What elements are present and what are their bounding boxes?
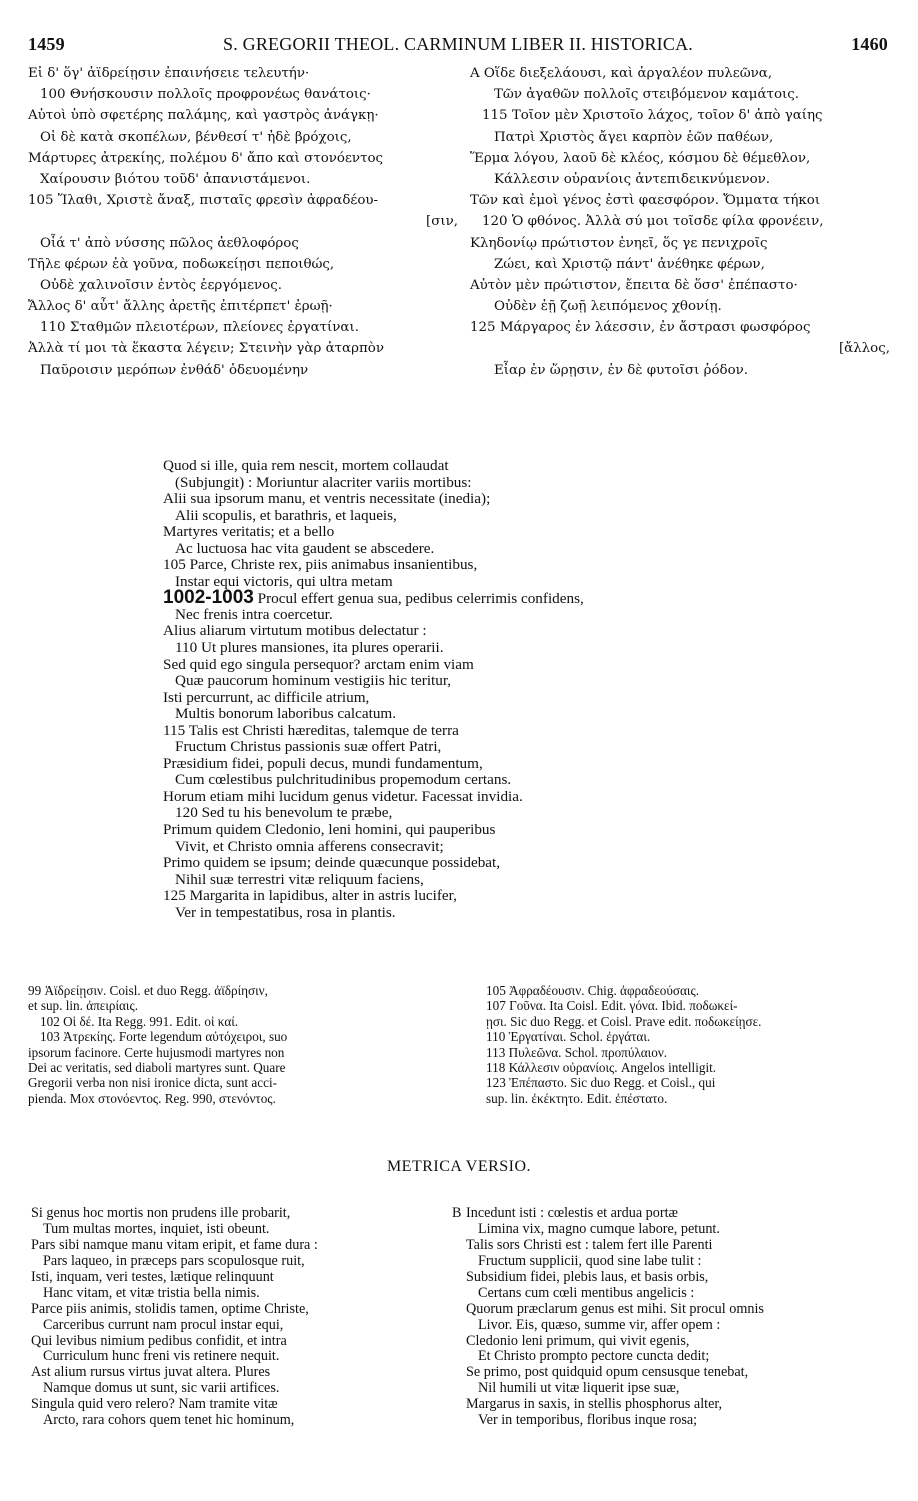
greek-line: Πατρὶ Χριστὸς ἄγει καρπὸν ἑῶν παθέων,	[494, 129, 774, 145]
footnote-line: 118 Κάλλεσιν οὐρανίοις. Angelos intelligit.	[486, 1059, 717, 1075]
latin-line: 120 Sed tu his benevolum te præbe,	[175, 804, 393, 822]
latin-line: Ac luctuosa hac vita gaudent se abscedere.	[175, 539, 435, 557]
greek-line: Ἀλλὰ τί μοι τὰ ἕκαστα λέγειν; Στεινὴν γὰρ ἀταρπὸν	[28, 341, 384, 357]
verse-line: Pars laqueo, in præceps pars scopulosque ruit,	[43, 1252, 305, 1269]
greek-line: Κληδονίῳ πρώτιστον ἐνηεῖ, ὅς γε πενιχροῖς	[470, 235, 768, 251]
latin-line-text: Procul effert genua sua, pedibus celerrimis confidens,	[257, 590, 584, 608]
footnote-line: 105 Ἀφραδέουσιν. Chig. ἀφραδεούσαις.	[486, 983, 700, 998]
latin-line: 105 Parce, Christe rex, piis animabus insanientibus,	[163, 556, 478, 574]
footnote-line: sup. lin. ἐκέκτητο. Edit. ἐπέστατο.	[486, 1090, 668, 1106]
greek-line: Παῦροισιν μερόπων ἐνθάδ' ὁδευομένην	[40, 362, 309, 378]
verse-line: Parce piis animis, stolidis tamen, optime Christe,	[31, 1300, 309, 1317]
greek-line: Μάρτυρες ἀτρεκίης, πολέμου δ' ἄπο καὶ στονόεντος	[28, 150, 384, 166]
verse-line-text: Limina vix, magno cumque labore, petunt.	[478, 1220, 720, 1237]
verse-line-text: Se primo, post quidquid opum censusque tenebat,	[466, 1364, 749, 1381]
latin-line: Nec frenis intra coercetur.	[175, 605, 333, 623]
verse-line: Hanc vitam, et vitæ tristia bella nimis.	[43, 1284, 260, 1301]
greek-line: Τῶν ἀγαθῶν πολλοῖς στειβόμενον καμάτοις.	[494, 87, 800, 103]
verse-line-text: Subsidium fidei, plebis laus, et basis orbis,	[466, 1268, 709, 1285]
verse-line: Isti, inquam, veri testes, lætique relinquunt	[31, 1268, 274, 1285]
verse-line	[452, 1397, 892, 1413]
verse-line	[452, 1286, 892, 1302]
greek-line: Οὐδὲ χαλινοῖσιν ἐντὸς ἐεργόμενος.	[40, 277, 282, 293]
greek-text-right-column	[470, 63, 890, 381]
latin-line: Ver in tempestatibus, rosa in plantis.	[175, 903, 396, 921]
footnote-line: pienda. Mox στονόεντος. Reg. 990, στενόντος.	[28, 1090, 276, 1106]
greek-line: Ἕρμα λόγου, λαοῦ δὲ κλέος, κόσμου δὲ θέμεθλον,	[470, 150, 811, 166]
latin-line: Alius aliarum virtutum motibus delectatur :	[163, 622, 427, 640]
greek-line: 100 Θνήσκουσιν πολλοῖς προφρονέως θανάτοις·	[40, 87, 371, 103]
verse-line-text: Cledonio leni primum, qui vivit egenis,	[466, 1332, 690, 1349]
verse-line-text: Quorum præclarum genus est mihi. Sit procul omnis	[466, 1300, 764, 1317]
verse-line-text: Margarus in saxis, in stellis phosphorus alter,	[466, 1396, 723, 1413]
latin-line: Horum etiam mihi lucidum genus videtur. Facessat invidia.	[163, 787, 523, 805]
verse-line-text: Ver in temporibus, floribus inque rosa;	[478, 1412, 698, 1429]
verse-line-text: Livor. Eis, quæso, summe vir, affer opem :	[478, 1316, 721, 1333]
greek-line: Τῆλε φέρων ἐὰ γοῦνα, ποδωκείῃσι πεποιθώς,	[28, 256, 335, 272]
running-header	[28, 34, 888, 60]
verse-line	[452, 1349, 892, 1365]
latin-line: Nihil suæ terrestri vitæ reliquum faciens,	[175, 870, 424, 888]
latin-line: Vivit, et Christo omnia afferens consecravit;	[175, 837, 444, 855]
latin-line: Præsidium fidei, populi decus, mundi fundamentum,	[163, 754, 483, 772]
greek-line: Τῶν καὶ ἐμοὶ γένος ἐστὶ φαεσφόρον. Ὄμματα τήκοι	[470, 193, 821, 209]
verse-line: Curriculum hunc freni vis retinere nequit.	[43, 1348, 280, 1365]
greek-line: Ἄλλος δ' αὖτ' ἄλλης ἀρετῆς ἐπιτέρπετ' ἐρωῇ·	[28, 299, 333, 315]
verse-line	[452, 1302, 892, 1318]
verse-line-text: Talis sors Christi est : talem fert ille Parenti	[466, 1236, 713, 1253]
running-title: S. GREGORII THEOL. CARMINUM LIBER II. HISTORICA.	[223, 34, 693, 54]
footnote-line: Dei ac veritatis, sed diaboli martyres sunt. Quare	[28, 1059, 286, 1075]
verse-line: Pars sibi namque manu vitam eripit, et fame dura :	[31, 1236, 318, 1253]
greek-line: Αὐτοὶ ὑπὸ σφετέρης παλάμης, καὶ γαστρὸς ἀνάγκῃ·	[28, 108, 379, 124]
greek-line: 120 Ὁ φθόνος. Ἀλλὰ σύ μοι τοῖσδε φίλα φρονέειν,	[482, 214, 824, 230]
greek-line: Εἰ δ' ὅγ' ἀϊδρείῃσιν ἐπαινήσειε τελευτήν·	[28, 66, 310, 81]
greek-line: Ζώει, καὶ Χριστῷ πάντ' ἀνέθηκε φέρων,	[494, 256, 765, 272]
footnote-line: 99 Ἀϊδρείῃσιν. Coisl. et duo Regg. ἀϊδρίησιν,	[28, 983, 268, 998]
latin-line: 110 Ut plures mansiones, ita plures operarii.	[175, 639, 444, 657]
latin-line: Martyres veritatis; et a bello	[163, 523, 335, 541]
metrical-version-left	[31, 1206, 461, 1429]
footnote-line: 102 Οἱ δέ. Ita Regg. 991. Edit. οἱ καί.	[40, 1013, 239, 1029]
verse-line: Carceribus currunt nam procul instar equi,	[43, 1316, 284, 1333]
greek-line-continuation: [σιν,	[425, 214, 458, 230]
verse-line-text: Et Christo prompto pectore cuncta dedit;	[478, 1348, 710, 1365]
latin-line: Fructum Christus passionis suæ offert Patri,	[175, 738, 442, 756]
verse-line	[452, 1381, 892, 1397]
footnote-line: Gregorii verba non nisi ironice dicta, sunt acci-	[28, 1075, 278, 1091]
latin-line: Isti percurrunt, ac difficile atrium,	[163, 688, 370, 706]
verse-line: Singula quid vero relero? Nam tramite vitæ	[31, 1396, 278, 1413]
latin-line: Quod si ille, quia rem nescit, mortem collaudat	[163, 457, 449, 474]
greek-line-continuation: [ἄλλος,	[838, 341, 890, 357]
verse-line: Tum multas mortes, inquiet, isti obeunt.	[43, 1220, 270, 1237]
verse-line: Ast alium rursus virtus juvat altera. Plures	[31, 1364, 271, 1381]
footnote-line: 107 Γοῦνα. Ita Coisl. Edit. γόνα. Ibid. ποδωκεί-	[486, 998, 738, 1014]
verse-line	[452, 1334, 892, 1350]
footnote-line: 110 Ἐργατίναι. Schol. ἐργάται.	[486, 1029, 651, 1045]
greek-line: 125 Μάργαρος ἐν λάεσσιν, ἐν ἄστρασι φωσφόρος	[470, 320, 811, 336]
page-number-right: 1460	[851, 34, 888, 54]
latin-line: 125 Margarita in lapidibus, alter in astris lucifer,	[163, 887, 457, 905]
verse-line	[452, 1238, 892, 1254]
verse-line	[452, 1318, 892, 1334]
latin-line	[163, 587, 763, 609]
latin-line: Alii sua ipsorum manu, et ventris necessitate (inedia);	[163, 490, 491, 508]
verse-line	[452, 1270, 892, 1286]
verse-line: Namque domus ut sunt, sic varii artifices.	[43, 1380, 280, 1397]
verse-line	[452, 1254, 892, 1270]
verse-line	[452, 1413, 892, 1429]
latin-line: Multis bonorum laboribus calcatum.	[175, 705, 397, 723]
greek-line: Οὐδὲν ἐῇ ζωῇ λειπόμενος χθονίῃ.	[494, 299, 722, 315]
greek-line: 110 Σταθμῶν πλειοτέρων, πλείονες ἐργατίναι.	[40, 320, 359, 336]
verse-line-text: Certans cum cœli mentibus angelicis :	[478, 1284, 695, 1301]
footnote-line: et sup. lin. ἀπειρίαις.	[28, 998, 139, 1014]
greek-line: Αὐτὸν μὲν πρώτιστον, ἔπειτα δὲ ὅσσ' ἐπέπαστο·	[470, 277, 798, 293]
section-heading: METRICA VERSIO.	[386, 1158, 532, 1175]
latin-line: Alii scopulis, et barathris, et laqueis,	[175, 506, 397, 524]
verse-line-text: Fructum supplicii, quod sine labe tulit :	[478, 1252, 702, 1269]
latin-line: Primo quidem se ipsum; deinde quæcunque possidebat,	[163, 854, 501, 872]
verse-line-text: Nil humili ut vitæ liquerit ipse suæ,	[478, 1380, 680, 1397]
greek-line: 105 Ἵλαθι, Χριστὲ ἄναξ, πισταῖς φρεσὶν ἀφραδέου-	[28, 193, 379, 209]
margin-letter: B	[452, 1205, 462, 1221]
verse-line	[452, 1222, 892, 1238]
greek-line: 115 Τοῖον μὲν Χριστοῖο λάχος, τοῖον δ' ἀπὸ γαίης	[482, 108, 823, 124]
greek-line: Εἶαρ ἐν ὥρῃσιν, ἐν δὲ φυτοῖσι ῥόδον.	[494, 362, 749, 378]
footnote-line: 113 Πυλεῶνα. Schol. προπύλαιον.	[486, 1044, 668, 1060]
metrical-version-right	[452, 1206, 892, 1429]
latin-line: (Subjungit) : Moriuntur alacriter variis mortibus:	[175, 473, 472, 491]
latin-line: Sed quid ego singula persequor? arctam enim viam	[163, 655, 474, 673]
footnote-line: 103 Ἀτρεκίης. Forte legendum αὐτόχειροι, suo	[40, 1029, 288, 1045]
latin-line: 115 Talis est Christi hæreditas, talemque de terra	[163, 721, 459, 739]
greek-line: Οἱ δὲ κατὰ σκοπέλων, βένθεσί τ' ἠδὲ βρόχοις,	[40, 129, 352, 145]
footnote-line: ῃσι. Sic duo Regg. et Coisl. Prave edit. ποδωκείῃσε.	[486, 1013, 762, 1029]
latin-line: Cum cœlestibus pulchritudinibus propemodum certans.	[175, 771, 512, 789]
latin-line: Primum quidem Cledonio, leni homini, qui pauperibus	[163, 821, 496, 839]
footnotes-right	[486, 983, 896, 1106]
greek-line: A Οἵδε διεξελάουσι, καὶ ἀργαλέον πυλεῶνα,	[470, 66, 773, 81]
verse-line-text: Incedunt isti : cœlestis et ardua portæ	[466, 1205, 678, 1221]
verse-line: Qui levibus nimium pedibus confidit, et intra	[31, 1332, 287, 1349]
greek-line: Χαίρουσιν βιότου τοῦδ' ἀπανιστάμενοι.	[40, 171, 311, 187]
latin-line: Instar equi victoris, qui ultra metam	[175, 572, 393, 590]
footnotes-left	[28, 983, 458, 1106]
greek-text-left-column	[28, 63, 458, 381]
verse-line: Si genus hoc mortis non prudens ille probarit,	[31, 1205, 291, 1221]
column-number-mark: 1002-1003	[163, 587, 254, 609]
verse-line: Arcto, rara cohors quem tenet hic hominum,	[43, 1412, 295, 1429]
verse-line	[452, 1365, 892, 1381]
greek-line: Οἷά τ' ἀπὸ νύσσης πῶλος ἀεθλοφόρος	[40, 235, 299, 251]
latin-translation	[163, 458, 763, 921]
page-number-left: 1459	[28, 34, 65, 54]
footnote-line: ipsorum facinore. Certe hujusmodi martyres non	[28, 1044, 285, 1060]
greek-line: Κάλλεσιν οὐρανίοις ἀντεπιδεικνύμενον.	[494, 171, 771, 187]
verse-line	[452, 1206, 892, 1222]
footnote-line: 123 Ἐπέπαστο. Sic duo Regg. et Coisl., qui	[486, 1075, 716, 1091]
latin-line: Quæ paucorum hominum vestigiis hic teritur,	[175, 672, 452, 690]
